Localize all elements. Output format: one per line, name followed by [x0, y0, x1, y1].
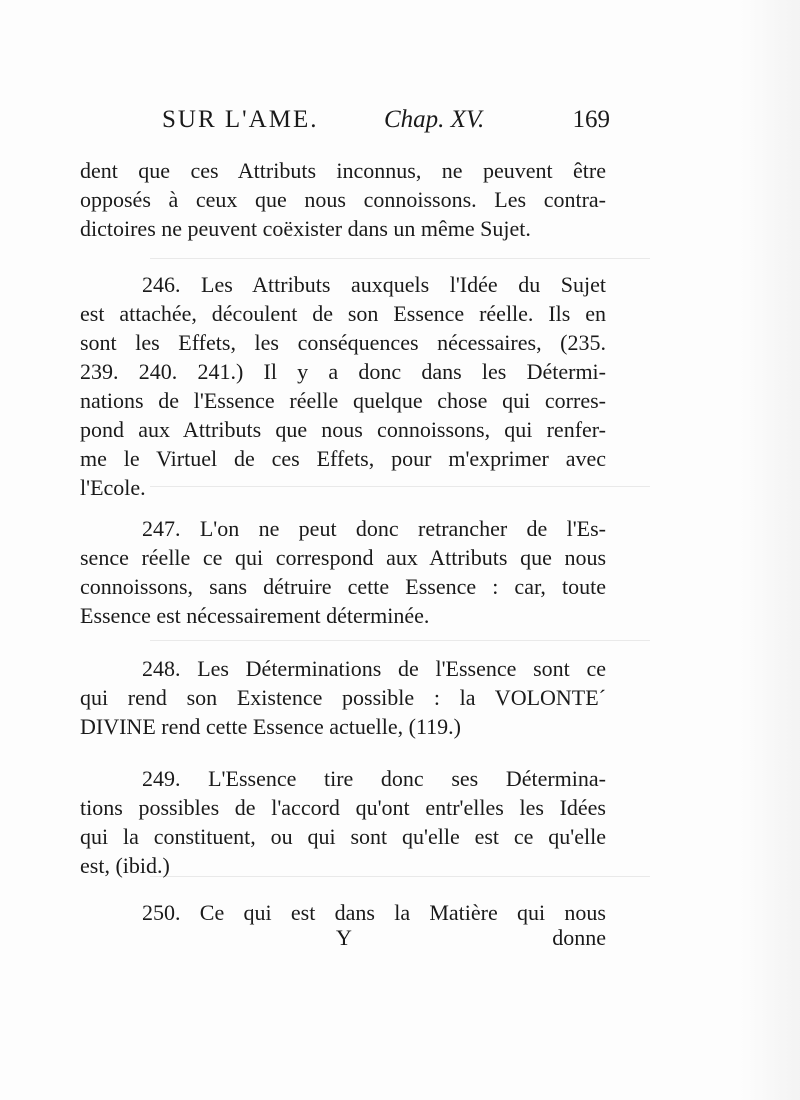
text-line: 239. 240. 241.) Il y a donc dans les Détermi-: [80, 359, 606, 384]
text-line: Essence est nécessairement déterminée.: [80, 603, 430, 628]
text-line: connoissons, sans détruire cette Essence : car, toute: [80, 574, 606, 599]
text-line: est, (ibid.): [80, 853, 170, 878]
text-line: 250. Ce qui est dans la Matière qui nous: [142, 900, 606, 925]
page-number: 169: [572, 106, 610, 133]
paragraph-250: [80, 898, 606, 927]
text-line: sence réelle ce qui correspond aux Attributs que nous: [80, 545, 606, 570]
text-line: dent que ces Attributs inconnus, ne peuvent être: [80, 158, 606, 183]
page-edge-shadow: [740, 0, 800, 1100]
text-line: 246. Les Attributs auxquels l'Idée du Sujet: [142, 272, 606, 297]
paragraph-248: [80, 654, 606, 741]
text-line: est attachée, découlent de son Essence réelle. Ils en: [80, 301, 606, 326]
text-line: dictoires ne peuvent coëxister dans un même Sujet.: [80, 216, 531, 241]
signature-mark: Y: [336, 925, 352, 950]
text-line: nations de l'Essence réelle quelque chose qui corres-: [80, 388, 606, 413]
paragraph-247: [80, 514, 606, 630]
text-line: qui la constituent, ou qui sont qu'elle est ce qu'elle: [80, 824, 606, 849]
chapter-label: Chap. XV.: [384, 106, 485, 133]
text-line: 247. L'on ne peut donc retrancher de l'Es-: [142, 516, 606, 541]
text-line: l'Ecole.: [80, 475, 146, 500]
text-line: opposés à ceux que nous connoissons. Les contra-: [80, 187, 606, 212]
bleed-through-line: [150, 640, 650, 641]
paragraph-continuation: [80, 156, 606, 243]
text-line: 248. Les Déterminations de l'Essence sont ce: [142, 656, 606, 681]
text-line: 249. L'Essence tire donc ses Détermina-: [142, 766, 606, 791]
catchword: donne: [552, 925, 606, 950]
text-line: sont les Effets, les conséquences nécessaires, (235.: [80, 330, 606, 355]
text-line: pond aux Attributs que nous connoissons, qui renfer-: [80, 417, 606, 442]
text-line: me le Virtuel de ces Effets, pour m'exprimer avec: [80, 446, 606, 471]
text-line: tions possibles de l'accord qu'ont entr'elles les Idées: [80, 795, 606, 820]
text-line: DIVINE rend cette Essence actuelle, (119.): [80, 714, 461, 739]
paragraph-246: [80, 270, 606, 502]
running-header: [162, 106, 610, 142]
bleed-through-line: [150, 258, 650, 259]
running-title: SUR L'AME.: [162, 106, 319, 133]
text-line: qui rend son Existence possible : la VOLONTE´: [80, 685, 606, 710]
page-footer: [80, 925, 606, 955]
paragraph-249: [80, 764, 606, 880]
